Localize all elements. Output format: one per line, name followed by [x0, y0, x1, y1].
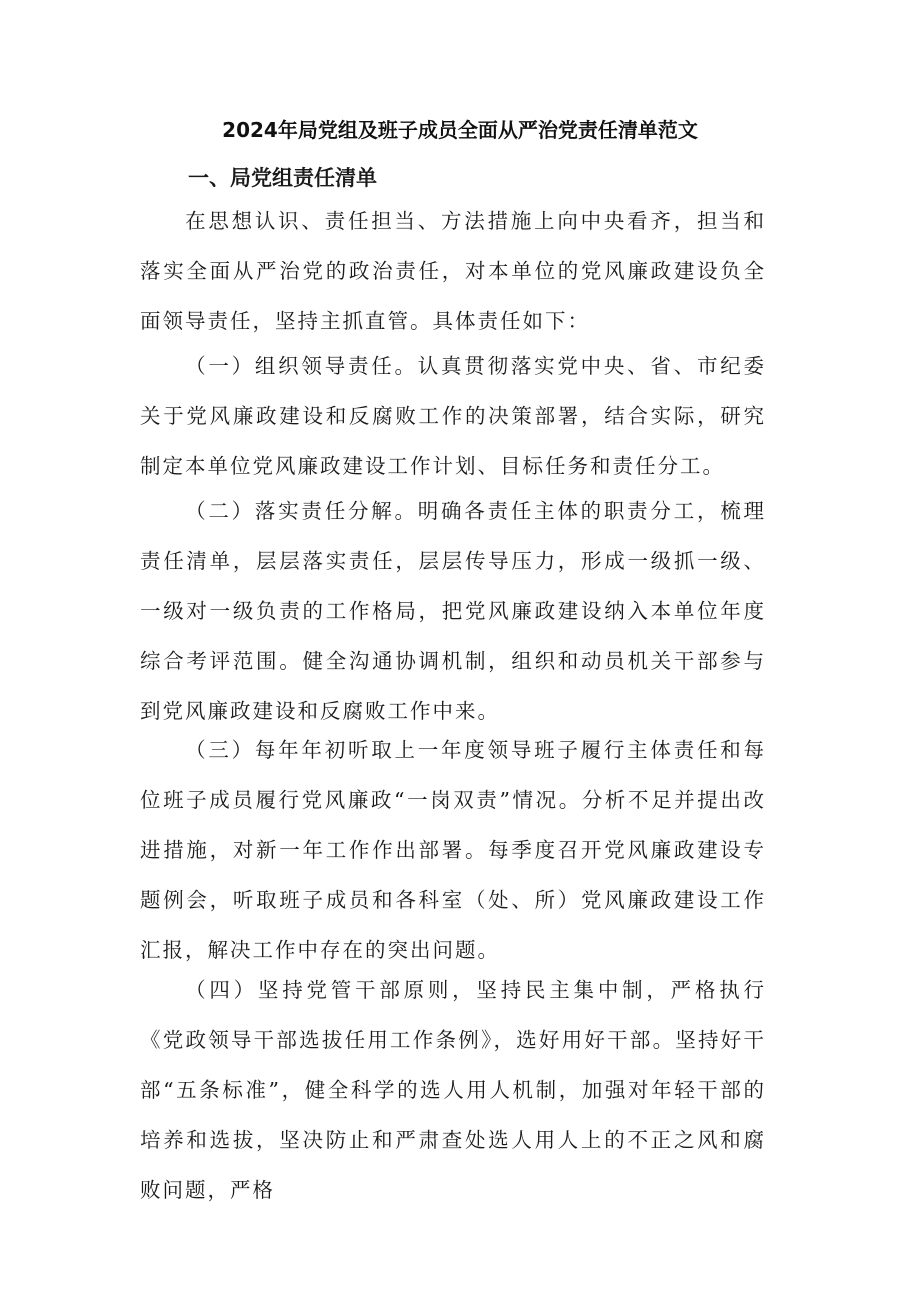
section-heading: 一、局党组责任清单 [188, 165, 377, 190]
paragraph-intro: 在思想认识、责任担当、方法措施上向中央看齐，担当和落实全面从严治党的政治责任，对本单位的党风廉政建设负全面领导责任，坚持主抓直管。具体责任如下： [140, 209, 766, 333]
paragraph-item-4: （四）坚持党管干部原则，坚持民主集中制，严格执行《党政领导干部选拔任用工作条例》，选好用好干部。坚持好干部“五条标准”，健全科学的选人用人机制，加强对年轻干部的培养和选拔，坚决防止和严肃查处选人用人上的不正之风和腐败问题，严格 [140, 978, 766, 1202]
document-title: 2024年局党组及班子成员全面从严治党责任清单范文 [222, 118, 698, 142]
paragraph-item-3: （三）每年年初听取上一年度领导班子履行主体责任和每位班子成员履行党风廉政“一岗双责”情况。分析不足并提出改进措施，对新一年工作作出部署。每季度召开党风廉政建设专题例会，听取班子成员和各科室（处、所）党风廉政建设工作汇报，解决工作中存在的突出问题。 [140, 738, 766, 962]
paragraph-item-2: （二）落实责任分解。明确各责任主体的职责分工，梳理责任清单，层层落实责任，层层传导压力，形成一级抓一级、一级对一级负责的工作格局，把党风廉政建设纳入本单位年度综合考评范围。健全沟通协调机制，组织和动员机关干部参与到党风廉政建设和反腐败工作中来。 [140, 499, 766, 723]
paragraph-item-1: （一）组织领导责任。认真贯彻落实党中央、省、市纪委关于党风廉政建设和反腐败工作的决策部署，结合实际，研究制定本单位党风廉政建设工作计划、目标任务和责任分工。 [140, 354, 766, 478]
